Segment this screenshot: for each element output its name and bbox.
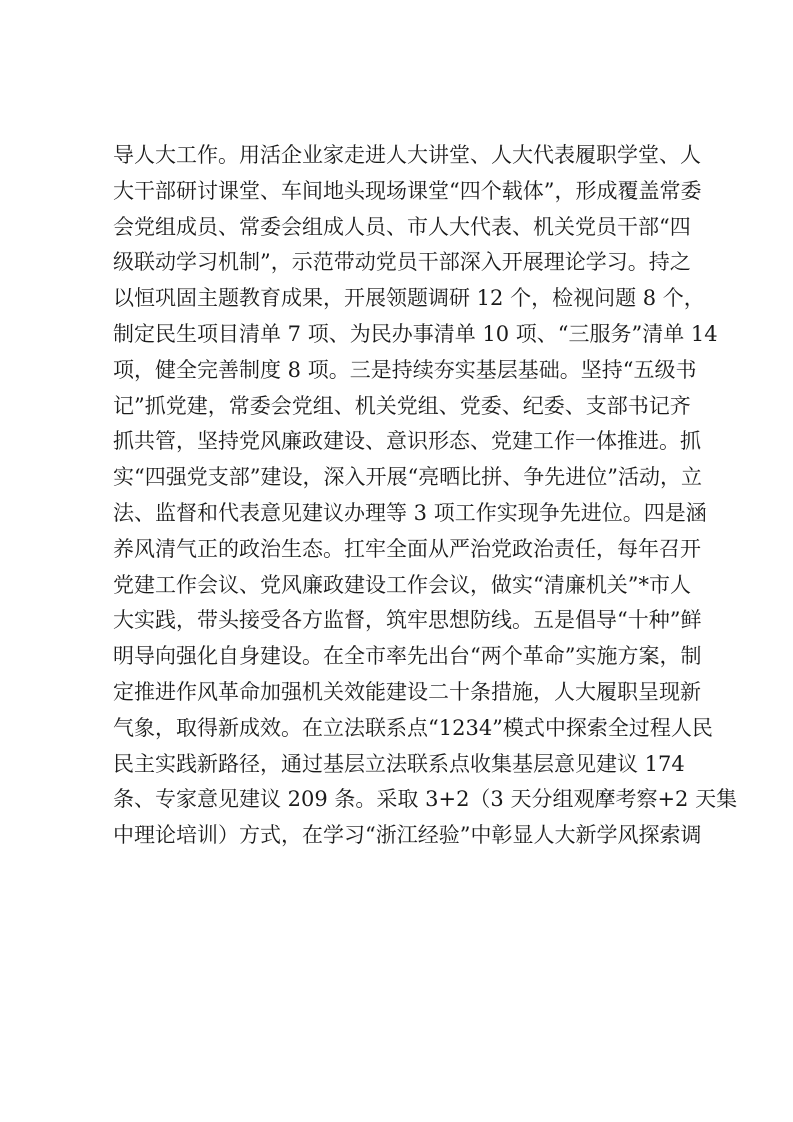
text-line: 中理论培训）方式，在学习“浙江经验”中彰显人大新学风探索调 [113, 823, 702, 848]
text-line: 项，健全完善制度 8 项。三是持续夯实基层基础。坚持“五级书 [113, 357, 697, 382]
text-line: 大实践，带头接受各方监督，筑牢思想防线。五是倡导“十种”鲜 [113, 608, 702, 633]
text-line: 以恒巩固主题教育成果，开展领题调研 12 个，检视问题 8 个， [113, 286, 705, 311]
text-line: 抓共管，坚持党风廉政建设、意识形态、党建工作一体推进。抓 [113, 429, 701, 454]
text-line: 党建工作会议、党风廉政建设工作会议，做实“清廉机关”*市人 [113, 572, 691, 597]
text-line: 养风清气正的政治生态。扛牢全面从严治党政治责任，每年召开 [113, 536, 701, 561]
text-line: 会党组成员、常委会组成人员、市人大代表、机关党员干部“四 [113, 214, 691, 239]
text-line: 民主实践新路径，通过基层立法联系点收集基层意见建议 174 [113, 751, 685, 776]
text-line: 明导向强化自身建设。在全市率先出台“两个革命”实施方案，制 [113, 644, 702, 669]
text-line: 法、监督和代表意见建议办理等 3 项工作实现争先进位。四是涵 [113, 500, 707, 525]
body-paragraph [113, 138, 738, 854]
text-line: 导人大工作。用活企业家走进人大讲堂、人大代表履职学堂、人 [113, 143, 701, 167]
text-line: 定推进作风革命加强机关效能建设二十条措施，人大履职呈现新 [113, 679, 701, 704]
text-line: 气象，取得新成效。在立法联系点“1234”模式中探索全过程人民 [113, 715, 713, 740]
text-line: 实“四强党支部”建设，深入开展“亮晒比拼、争先进位”活动，立 [113, 465, 702, 490]
text-line: 条、专家意见建议 209 条。采取 3+2（3 天分组观摩考察+2 天集 [113, 787, 738, 812]
text-line: 记”抓党建，常委会党组、机关党组、党委、纪委、支部书记齐 [113, 393, 691, 418]
text-line: 制定民生项目清单 7 项、为民办事清单 10 项、“三服务”清单 14 [113, 321, 718, 346]
text-line: 级联动学习机制”，示范带动党员干部深入开展理论学习。持之 [113, 250, 691, 275]
text-line: 大干部研讨课堂、车间地头现场课堂“四个载体”，形成覆盖常委 [113, 178, 702, 203]
